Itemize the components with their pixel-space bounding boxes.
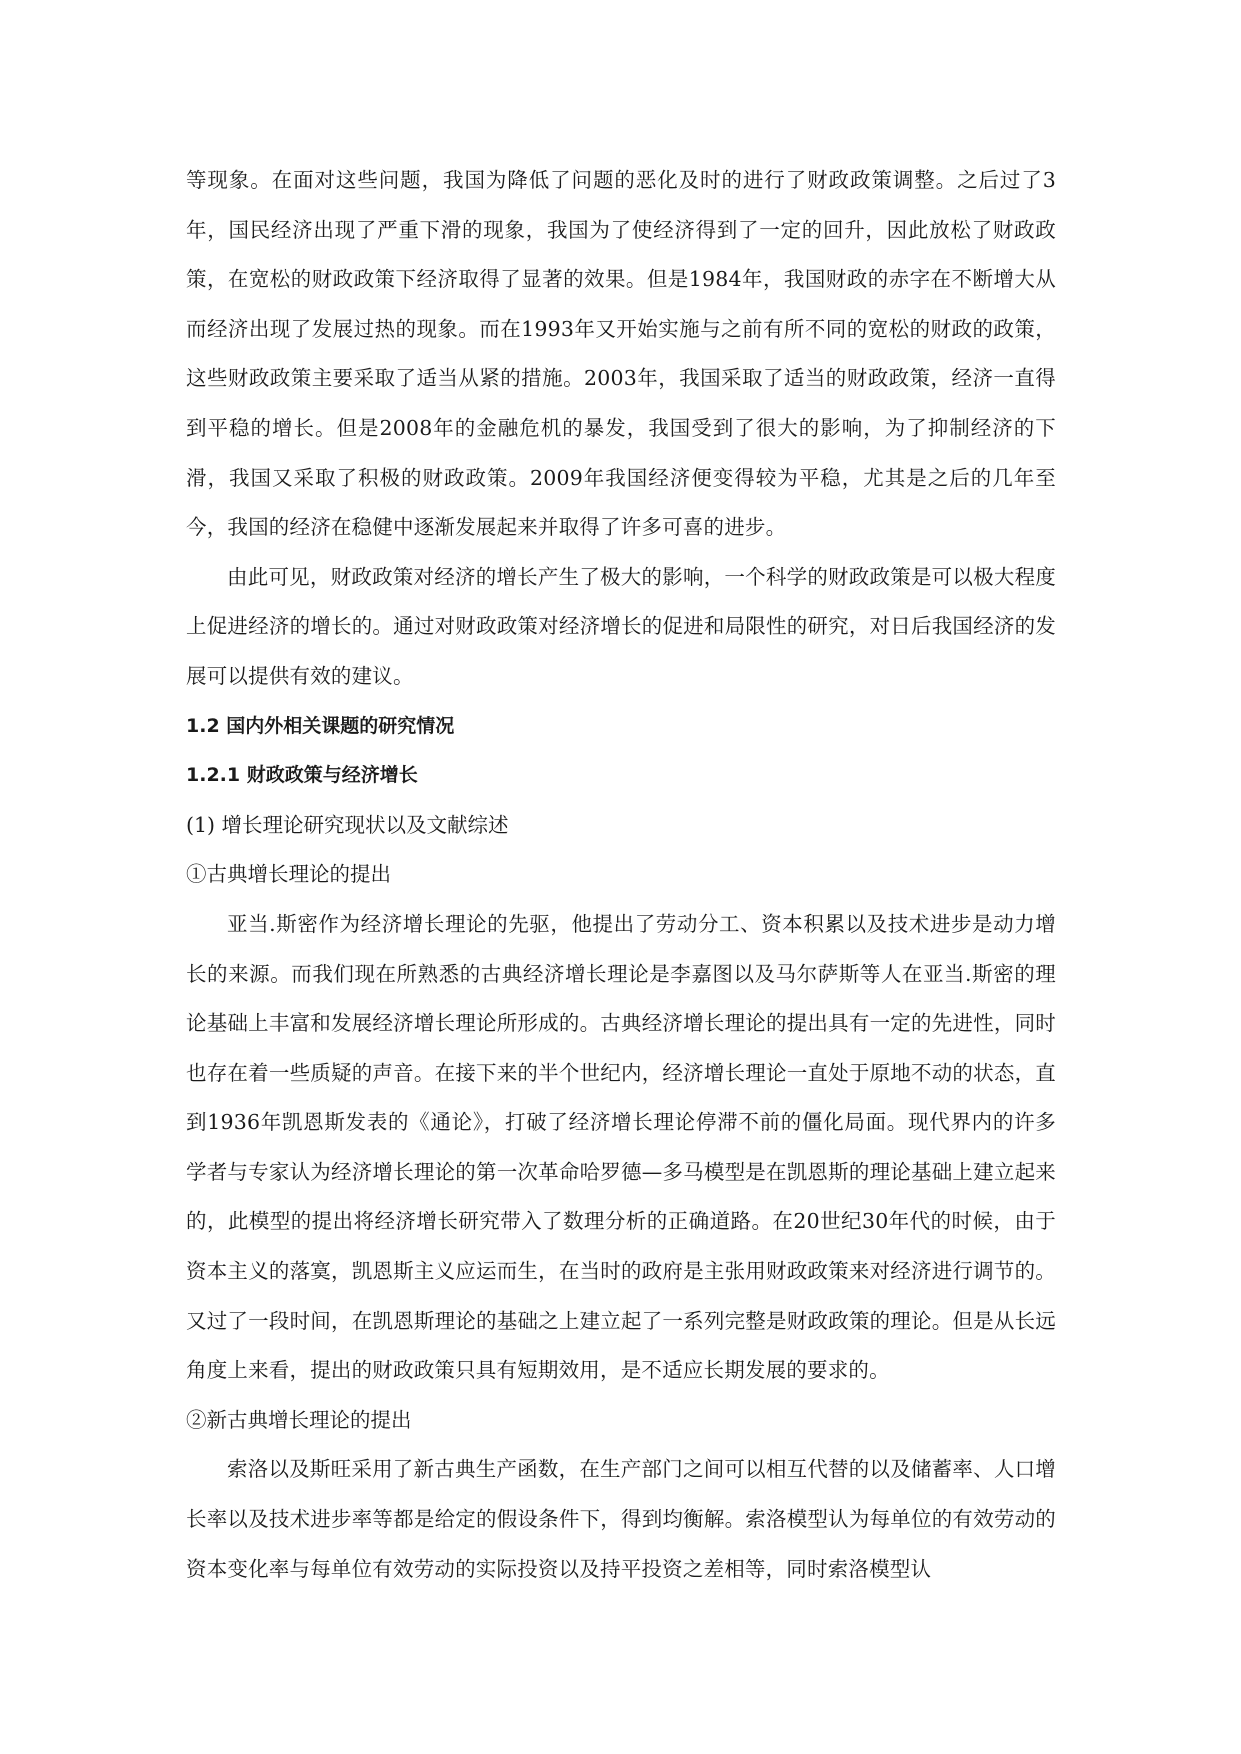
list-item-growth-theory: (1) 增长理论研究现状以及文献综述 (186, 812, 509, 837)
paragraph-classic-theory: 亚当.斯密作为经济增长理论的先驱，他提出了劳动分工、资本积累以及技术进步是动力增长的来源。而我们现在所熟悉的古典经济增长理论是李嘉图以及马尔萨斯等人在亚当.斯密的理论基础上丰富和发展经济增长理论所形成的。古典经济增长理论的提出具有一定的先进性，同时也存在着一些质疑的声音。在接下来的半个世纪内，经济增长理论一直处于原地不动的状态，直到1936年凯恩斯发表的《通论》，打破了经济增长理论停滞不前的僵化局面。现代界内的许多学者与专家认为经济增长理论的第一次革命哈罗德—多马模型是在凯恩斯的理论基础上建立起来的，此模型的提出将经济增长研究带入了数理分析的正确道路。在20世纪30年代的时候，由于资本主义的落寞，凯恩斯主义应运而生，在当时的政府是主张用财政政策来对经济进行调节的。又过了一段时间，在凯恩斯理论的基础之上建立起了一系列完整是财政政策的理论。但是从长远角度上来看，提出的财政政策只具有短期效用，是不适应长期发展的要求的。 (186, 911, 1056, 1383)
paragraph-neoclassic-theory: 索洛以及斯旺采用了新古典生产函数，在生产部门之间可以相互代替的以及储蓄率、人口增长率以及技术进步率等都是给定的假设条件下，得到均衡解。索洛模型认为每单位的有效劳动的资本变化率与每单位有效劳动的实际投资以及持平投资之差相等，同时索洛模型认 (186, 1457, 1056, 1581)
paragraph-conclusion: 由此可见，财政政策对经济的增长产生了极大的影响，一个科学的财政政策是可以极大程度上促进经济的增长的。通过对财政政策对经济增长的促进和局限性的研究，对日后我国经济的发展可以提供有效的建议。 (186, 564, 1056, 688)
section-heading-1-2: 1.2 国内外相关课题的研究情况 (186, 714, 455, 737)
paragraph-continued: 等现象。在面对这些问题，我国为降低了问题的恶化及时的进行了财政政策调整。之后过了3年，国民经济出现了严重下滑的现象，我国为了使经济得到了一定的回升，因此放松了财政政策，在宽松的财政政策下经济取得了显著的效果。但是1984年，我国财政的赤字在不断增大从而经济出现了发展过热的现象。而在1993年又开始实施与之前有所不同的宽松的财政的政策，这些财政政策主要采取了适当从紧的措施。2003年，我国采取了适当的财政政策，经济一直得到平稳的增长。但是2008年的金融危机的暴发，我国受到了很大的影响，为了抑制经济的下滑，我国又采取了积极的财政政策。2009年我国经济便变得较为平稳，尤其是之后的几年至今，我国的经济在稳健中逐渐发展起来并取得了许多可喜的进步。 (186, 168, 1056, 540)
sub-heading-neoclassic-theory: ②新古典增长理论的提出 (186, 1407, 412, 1432)
section-heading-1-2-1: 1.2.1 财政政策与经济增长 (186, 764, 418, 787)
document-body (186, 156, 1056, 1594)
sub-heading-classic-theory: ①古典增长理论的提出 (186, 862, 391, 887)
